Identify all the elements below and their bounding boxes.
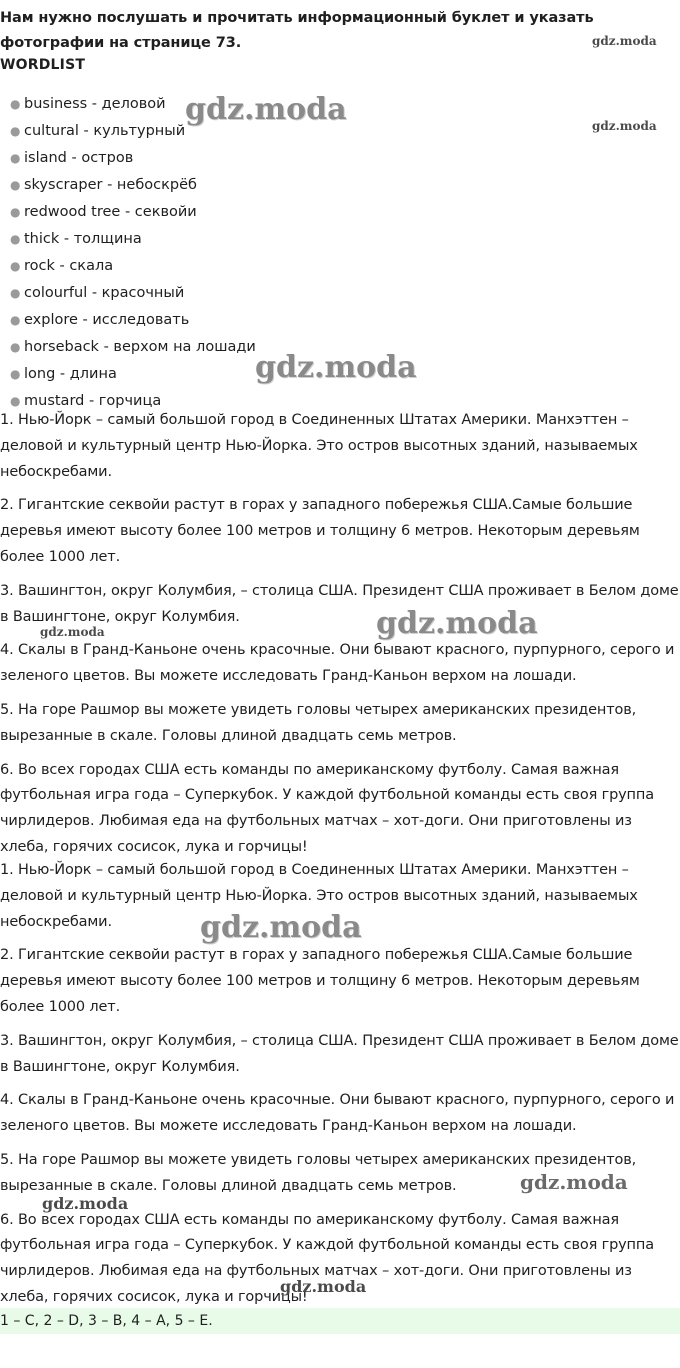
paragraph: 2. Гигантские секвойи растут в горах у западного побережья США.Самые большие деревья имеют высоту более 100 метров и толщину 6 метров. Некоторым деревьям более 1000 лет. bbox=[0, 947, 640, 1015]
bullet-icon: ● bbox=[10, 232, 21, 246]
watermark: gdz.moda bbox=[42, 1194, 129, 1213]
watermark: gdz.moda bbox=[255, 350, 417, 385]
wordlist-item: ● explore - исследовать bbox=[10, 308, 256, 335]
wordlist-item: ● cultural - культурный bbox=[10, 119, 256, 146]
wordlist-item: ● business - деловой bbox=[10, 92, 256, 119]
bullet-icon: ● bbox=[10, 313, 21, 327]
wordlist bbox=[10, 92, 256, 416]
bullet-icon: ● bbox=[10, 124, 21, 138]
paragraph: 6. Во всех городах США есть команды по американскому футболу. Самая важная футбольная игра года – Суперкубок. У каждой футбольной команды есть своя группа чирлидеров. Любимая еда на футбольных матчах – хот-доги. Они приготовлены из хлеба, горячих сосисок, лука и горчицы! bbox=[0, 1211, 654, 1305]
wordlist-item: ● long - длина bbox=[10, 362, 256, 389]
bullet-icon: ● bbox=[10, 259, 21, 273]
translation-block-2 bbox=[0, 858, 680, 1319]
paragraph: 1. Нью-Йорк – самый большой город в Соединенных Штатах Америки. Манхэттен – деловой и культурный центр Нью-Йорка. Это остров высотных зданий, называемых небоскребами. bbox=[0, 862, 638, 930]
paragraph: 5. На горе Рашмор вы можете увидеть головы четырех американских президентов, вырезанные в скале. Головы длиной двадцать семь метров. bbox=[0, 701, 637, 744]
paragraph: 6. Во всех городах США есть команды по американскому футболу. Самая важная футбольная игра года – Суперкубок. У каждой футбольной команды есть своя группа чирлидеров. Любимая еда на футбольных матчах – хот-доги. Они приготовлены из хлеба, горячих сосисок, лука и горчицы! bbox=[0, 761, 654, 855]
wordlist-item: ● colourful - красочный bbox=[10, 281, 256, 308]
bullet-icon: ● bbox=[10, 151, 21, 165]
bullet-icon: ● bbox=[10, 340, 21, 354]
wordlist-item: ● horseback - верхом на лошади bbox=[10, 335, 256, 362]
watermark: gdz.moda bbox=[592, 119, 657, 133]
bullet-icon: ● bbox=[10, 178, 21, 192]
wordlist-item: ● redwood tree - секвойи bbox=[10, 200, 256, 227]
wordlist-item: ● island - остров bbox=[10, 146, 256, 173]
task-description: Нам нужно послушать и прочитать информационный буклет и указать фотографии на странице 73. bbox=[0, 10, 594, 51]
answer-key: 1 – C, 2 – D, 3 – B, 4 – A, 5 – E. bbox=[0, 1308, 680, 1334]
paragraph: 5. На горе Рашмор вы можете увидеть головы четырех американских президентов, вырезанные в скале. Головы длиной двадцать семь метров. bbox=[0, 1151, 637, 1194]
translation-block-1 bbox=[0, 408, 680, 869]
wordlist-item: ● rock - скала bbox=[10, 254, 256, 281]
wordlist-item: ● skyscraper - небоскрёб bbox=[10, 173, 256, 200]
bullet-icon: ● bbox=[10, 394, 21, 408]
wordlist-item: ● thick - толщина bbox=[10, 227, 256, 254]
watermark: gdz.moda bbox=[200, 910, 362, 945]
paragraph: 3. Вашингтон, округ Колумбия, – столица США. Президент США проживает в Белом доме в Вашингтоне, округ Колумбия. bbox=[0, 1032, 679, 1075]
bullet-icon: ● bbox=[10, 367, 21, 381]
wordlist-heading: WORDLIST bbox=[0, 57, 86, 73]
paragraph: 4. Скалы в Гранд-Каньоне очень красочные. Они бывают красного, пурпурного, серого и зеленого цветов. Вы можете исследовать Гранд-Каньон верхом на лошади. bbox=[0, 1092, 675, 1135]
paragraph: 2. Гигантские секвойи растут в горах у западного побережья США.Самые большие деревья имеют высоту более 100 метров и толщину 6 метров. Некоторым деревьям более 1000 лет. bbox=[0, 497, 640, 565]
paragraph: 1. Нью-Йорк – самый большой город в Соединенных Штатах Америки. Манхэттен – деловой и культурный центр Нью-Йорка. Это остров высотных зданий, называемых небоскребами. bbox=[0, 412, 638, 480]
watermark: gdz.moda bbox=[592, 34, 657, 48]
watermark: gdz.moda bbox=[376, 606, 538, 641]
bullet-icon: ● bbox=[10, 97, 21, 111]
bullet-icon: ● bbox=[10, 205, 21, 219]
watermark: gdz.moda bbox=[185, 92, 347, 127]
paragraph: 3. Вашингтон, округ Колумбия, – столица США. Президент США проживает в Белом доме в Вашингтоне, округ Колумбия. bbox=[0, 582, 679, 625]
paragraph: 4. Скалы в Гранд-Каньоне очень красочные. Они бывают красного, пурпурного, серого и зеленого цветов. Вы можете исследовать Гранд-Каньон верхом на лошади. bbox=[0, 642, 675, 685]
watermark: gdz.moda bbox=[280, 1277, 367, 1296]
bullet-icon: ● bbox=[10, 286, 21, 300]
watermark: gdz.moda bbox=[520, 1170, 628, 1194]
wordlist-item: ● mustard - горчица bbox=[10, 389, 256, 416]
watermark: gdz.moda bbox=[40, 625, 105, 639]
